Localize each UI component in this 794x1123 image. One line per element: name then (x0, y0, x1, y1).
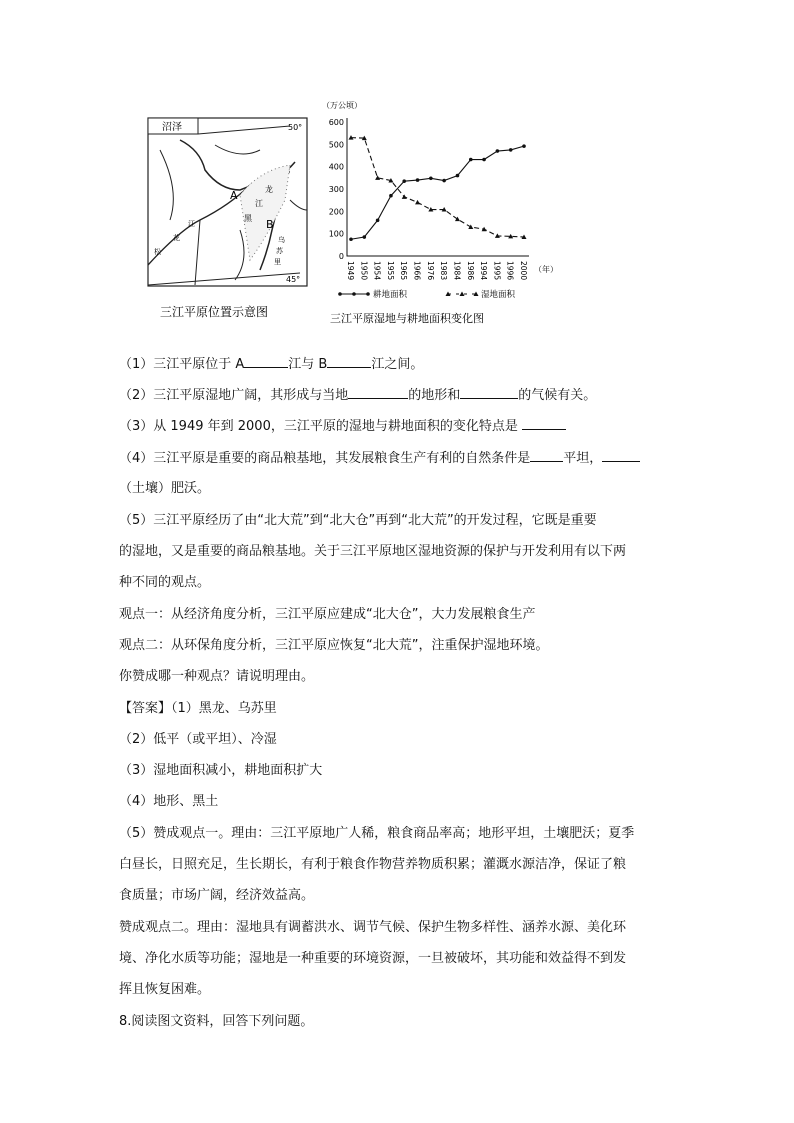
farmland-point (442, 179, 446, 183)
x-tick-label: 1994 (479, 261, 489, 281)
x-tick-label: 1995 (492, 261, 502, 281)
farmland-point (522, 144, 526, 148)
map-label-b: B (266, 218, 274, 231)
map-river-char: 里 (274, 258, 281, 266)
answer-blank (522, 416, 566, 430)
text-line (119, 1013, 313, 1031)
wetland-point (415, 200, 420, 205)
text-run: （3）从 1949 年到 2000，三江平原的湿地与耕地面积的变化特点是 (119, 419, 522, 434)
text-line (119, 762, 322, 780)
text-line (119, 606, 535, 624)
text-run: 白昼长，日照充足，生长期长，有利于粮食作物营养物质积累；灌溉水源洁净，保证了粮 (119, 857, 627, 872)
answer-blank (530, 448, 563, 462)
text-line (119, 793, 218, 811)
text-run: 观点一：从经济角度分析，三江平原应建成“北大仓”，大力发展粮食生产 (119, 607, 536, 622)
text-line (119, 950, 626, 968)
wetland-point (468, 224, 473, 229)
text-run: 你赞成哪一种观点？请说明理由。 (119, 669, 315, 684)
text-run: 【答案】（1）黑龙、乌苏里 (119, 701, 277, 716)
text-run: 江与 B (288, 357, 328, 372)
text-run: （土壤）肥沃。 (119, 481, 211, 496)
farmland-point (376, 218, 380, 222)
map-river-char: 江 (188, 220, 195, 228)
legend-label: 耕地面积 (373, 290, 408, 300)
text-run: 种不同的观点。 (119, 575, 211, 590)
farmland-point (509, 148, 513, 152)
farmland-point (349, 237, 353, 241)
series-line-farmland (351, 146, 524, 239)
y-tick-label: 200 (328, 207, 344, 217)
sanjiang-location-map (140, 110, 320, 330)
text-line (119, 480, 210, 498)
text-run: 赞成观点二。理由：湿地具有调蓄洪水、调节气候、保护生物多样性、涵养水源、美化环 (119, 920, 627, 935)
map-river-char: 乌 (278, 236, 285, 244)
text-run: 食质量；市场广阔，经济效益高。 (119, 888, 315, 903)
farmland-point (363, 235, 367, 239)
text-run: 挥且恢复困难。 (119, 982, 211, 997)
farmland-point (482, 158, 486, 162)
legend-marker (460, 292, 465, 297)
text-line (119, 856, 626, 874)
text-line (119, 887, 314, 905)
y-tick-label: 500 (328, 140, 344, 150)
legend-marker (338, 292, 342, 296)
text-run: （2）三江平原湿地广阔，其形成与当地 (119, 388, 349, 403)
x-tick-label: 1954 (372, 261, 382, 281)
x-tick-label: 1976 (425, 261, 435, 281)
answer-blank (602, 448, 640, 462)
answer-blank (460, 385, 518, 399)
text-line (119, 668, 314, 686)
text-run: 的气候有关。 (518, 388, 597, 403)
map-river-char: 苏 (276, 247, 283, 255)
text-line (119, 731, 277, 749)
chart-axes (347, 118, 529, 256)
x-tick-label: 2000 (519, 261, 528, 281)
text-run: 的湿地，又是重要的商品粮基地。关于三江平原地区湿地资源的保护与开发利用有以下两 (119, 544, 627, 559)
x-tick-label: 1966 (412, 261, 422, 281)
answer-blank (348, 385, 408, 399)
text-run: （4）地形、黑土 (119, 794, 219, 809)
x-tick-label: 1950 (359, 261, 369, 281)
x-tick-label: 1965 (399, 261, 409, 281)
text-run: （2）低平（或平坦）、冷湿 (119, 732, 277, 747)
wetland-farmland-chart (320, 98, 570, 330)
text-run: 江之间。 (371, 357, 424, 372)
text-line (119, 385, 596, 405)
wetland-point (402, 194, 407, 199)
map-river-char: 黑 (244, 214, 252, 223)
map-caption: 三江平原位置示意图 (160, 305, 269, 319)
text-run: （5）赞成观点一。理由：三江平原地广人稀，粮食商品率高；地形平坦，土壤肥沃；夏季 (119, 826, 635, 841)
y-tick-label: 400 (328, 162, 344, 172)
chart-x-unit: （年） (534, 265, 558, 274)
text-run: （1）三江平原位于 A (119, 357, 245, 372)
farmland-point (416, 178, 420, 182)
farmland-point (456, 174, 460, 178)
y-tick-label: 300 (328, 185, 344, 194)
text-run: 的地形和 (408, 388, 461, 403)
text-line (119, 919, 626, 937)
map-river-char: 花 (173, 234, 180, 242)
text-line (119, 354, 423, 374)
text-run: （3）湿地面积减小，耕地面积扩大 (119, 763, 323, 778)
text-line (119, 512, 597, 530)
x-tick-label: 1955 (385, 261, 395, 281)
x-tick-label: 1996 (505, 261, 515, 281)
text-line (119, 981, 210, 999)
text-line (119, 448, 640, 468)
text-line (119, 700, 277, 718)
farmland-point (496, 149, 500, 153)
map-river-char: 松 (154, 248, 161, 256)
map-label-a: A (230, 189, 238, 202)
text-run: （4）三江平原是重要的商品粮基地，其发展粮食生产有利的自然条件是 (119, 451, 531, 466)
text-run: 境、净化水质等功能；湿地是一种重要的环境资源，一旦被破坏，其功能和效益得不到发 (119, 951, 627, 966)
text-run: 观点二：从环保角度分析，三江平原应恢复“北大荒”，注重保护湿地环境。 (119, 638, 549, 653)
text-line (119, 543, 626, 561)
farmland-point (389, 194, 393, 198)
farmland-point (429, 176, 433, 180)
y-tick-label: 0 (338, 252, 344, 261)
x-tick-label: 1984 (452, 261, 462, 281)
text-line (119, 416, 566, 436)
farmland-point (469, 158, 473, 162)
legend-label: 湿地面积 (481, 290, 516, 300)
answer-blank (327, 354, 371, 368)
wetland-point (375, 175, 380, 180)
x-tick-label: 1949 (346, 261, 355, 281)
legend-marker (352, 292, 356, 296)
chart-y-unit: （万公顷） (322, 101, 362, 110)
answer-blank (244, 354, 288, 368)
y-tick-label: 600 (328, 118, 344, 127)
map-label-marsh: 沼泽 (162, 122, 182, 133)
chart-title: 三江平原湿地与耕地面积变化图 (330, 312, 484, 325)
y-tick-label: 100 (328, 229, 344, 239)
map-river-char: 江 (255, 199, 263, 208)
map-river-char: 龙 (265, 185, 273, 194)
x-tick-label: 1983 (439, 261, 449, 281)
text-run: 平坦， (563, 451, 603, 466)
map-lat-45: 45° (286, 275, 301, 284)
text-line (119, 574, 210, 592)
legend-marker (366, 292, 370, 296)
text-run: 8.阅读图文资料，回答下列问题。 (119, 1014, 314, 1029)
text-run: （5）三江平原经历了由“北大荒”到“北大仓”再到“北大荒”的开发过程，它既是重要 (119, 513, 597, 528)
x-tick-label: 1986 (465, 261, 475, 281)
map-lat-50: 50° (288, 123, 303, 132)
text-line (119, 825, 634, 843)
farmland-point (402, 179, 406, 183)
text-line (119, 637, 548, 655)
